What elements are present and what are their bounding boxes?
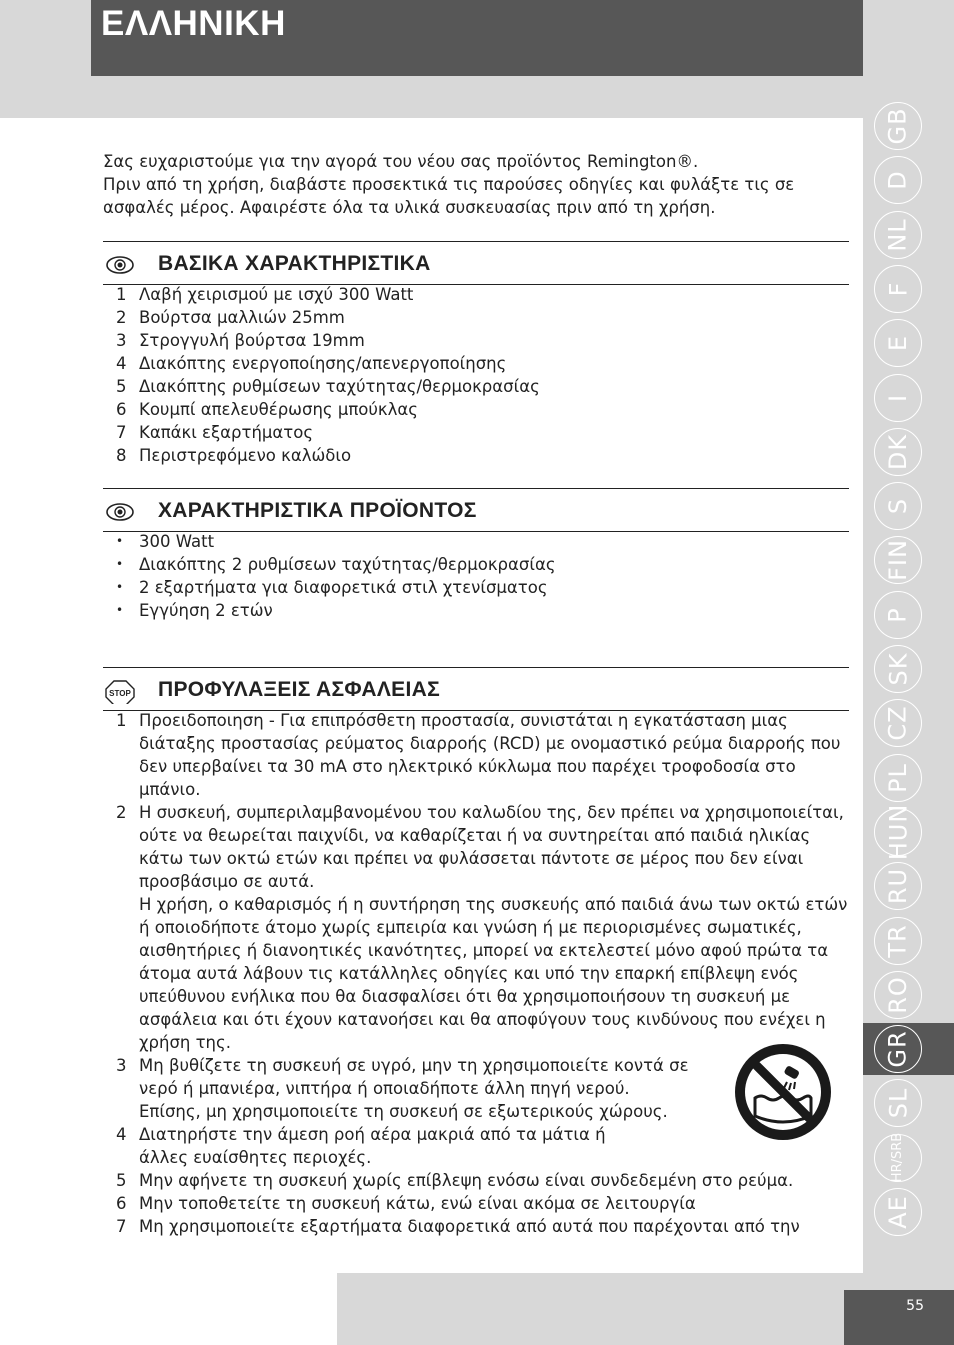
language-tab-label: HUN [884, 803, 913, 861]
language-tab-label: S [883, 497, 912, 515]
list-item-number: 1 [116, 285, 127, 304]
language-tab-fin[interactable] [863, 534, 954, 586]
list-item-text: Λαβή χειρισμού με ισχύ 300 Watt [139, 285, 414, 304]
language-tab-label: P [883, 606, 912, 623]
language-tab-hun[interactable] [863, 803, 954, 861]
language-tab-circle [874, 428, 922, 476]
section-title: ΒΑΣΙΚΑ ΧΑΡΑΚΤΗΡΙΣΤΙΚΑ [158, 252, 431, 275]
intro-line-1: Σας ευχαριστούμε για την αγορά του νέου σας προϊόντος Remington®. [103, 152, 699, 171]
list-item-text: Περιστρεφόμενο καλώδιο [139, 446, 352, 465]
language-tab-label: F [884, 281, 912, 297]
eye-icon [105, 501, 135, 523]
language-tab-pl[interactable] [863, 752, 954, 804]
section-header [103, 667, 849, 711]
section-title: ΠΡΟΦΥΛΑΞΕΙΣ ΑΣΦΑΛΕΙΑΣ [158, 678, 440, 701]
list-item [103, 1169, 849, 1192]
bullet-item: • 2 εξαρτήματα για διαφορετικά στιλ χτενίσματος [103, 576, 849, 599]
intro-line-2: Πριν από τη χρήση, διαβάστε προσεκτικά τις παρούσες οδηγίες και φυλάξτε τις σε ασφαλές μέρος. Αφαιρέστε όλα τα υλικά συσκευασίας πριν από τη χρήση. [103, 175, 795, 217]
language-tab-label: DK [884, 433, 912, 470]
language-tab-circle [874, 482, 922, 530]
list-item-text: Μην αφήνετε τη συσκευή χωρίς επίβλεψη ενόσω είναι συνδεδεμένη στο ρεύμα. [139, 1171, 794, 1190]
no-water-warning-icon [733, 1042, 833, 1142]
list-item-number: 6 [116, 1194, 127, 1213]
language-tab-label: I [883, 393, 912, 402]
list-item-text: Διακόπτης ενεργοποίησης/απενεργοποίησης [139, 354, 507, 373]
eye-icon [105, 254, 135, 276]
safety-list [103, 709, 849, 1238]
features-list [103, 283, 849, 467]
list-item-text: Μη βυθίζετε τη συσκευή σε υγρό, μην τη χρησιμοποιείτε κοντά σε νερό ή μπανιέρα, νιπτήρα ή οποιαδήποτε άλλη πηγή νερού. Επίσης, μη χρησιμοποιείτε τη συσκευή σε εξωτερικούς χώρους. [139, 1056, 689, 1121]
section-basic-features [103, 241, 849, 467]
language-tab-circle [874, 211, 922, 259]
section-safety [103, 667, 849, 1238]
language-tab-label: GR [884, 1030, 912, 1068]
page-number-box [844, 1290, 954, 1345]
language-tab-ro[interactable] [863, 969, 954, 1021]
section-product-features [103, 488, 849, 622]
language-tab-label: RO [883, 976, 912, 1014]
language-tab-nl[interactable] [863, 209, 954, 261]
language-tab-label: SL [883, 1088, 912, 1119]
list-item [103, 306, 849, 329]
language-tab-ru[interactable] [863, 860, 954, 912]
language-tab-label: FIN [884, 539, 912, 582]
language-tab-circle [874, 917, 922, 965]
language-tab-label: D [883, 170, 912, 191]
page-title: ΕΛΛΗΝΙΚΗ [101, 4, 286, 43]
language-tab-label: PL [884, 762, 912, 793]
language-tab-cz[interactable] [863, 697, 954, 749]
list-item-number: 3 [116, 331, 127, 350]
language-tab-label: RU [884, 868, 912, 905]
list-item-text: Η χρήση, ο καθαρισμός ή η συντήρηση της συσκευής από παιδιά άνω των οκτώ ετών ή οποιοδήποτε άτομο χωρίς εμπειρία και γνώση ή με περιορισμένες σωματικές, αισθητήριες ή διανοητικές ικανότητες, μπορεί να εκτελεστεί μόνο αφού πρώτα τα άτομα αυτά λάβουν τις κατάλληλες οδηγίες και υπό την επαρκή επίβλεψη ενός υπεύθυνου ενήλικα που θα διασφαλίσει ότι θα χρησιμοποιήσουν τη συσκευή με ασφάλεια και ότι έχουν κατανοήσει και θα αποφύγουν τους κινδύνους που ενέχει η χρήση της. [139, 895, 848, 1052]
language-tab-ae[interactable] [863, 1186, 954, 1238]
language-tab-circle [874, 699, 922, 747]
language-tab-circle [874, 265, 922, 313]
language-tab-gr[interactable] [863, 1023, 954, 1075]
product-features-list [103, 530, 849, 622]
language-tab-hr-srb[interactable] [863, 1132, 954, 1184]
list-item-number: 2 [116, 308, 127, 327]
list-item [103, 893, 849, 1054]
list-item-text: Μην τοποθετείτε τη συσκευή κάτω, ενώ είναι ακόμα σε λειτουργία [139, 1194, 696, 1213]
language-tab-i[interactable] [863, 372, 954, 424]
list-item [103, 352, 849, 375]
bullet-item: • 300 Watt [103, 530, 849, 553]
language-tab-s[interactable] [863, 480, 954, 532]
language-tab-circle [874, 1134, 922, 1182]
language-tab-p[interactable] [863, 589, 954, 641]
intro-text [103, 150, 851, 219]
language-tab-f[interactable] [863, 263, 954, 315]
list-item-number: 5 [116, 1171, 127, 1190]
list-item-number: 3 [116, 1056, 127, 1075]
language-tab-dk[interactable] [863, 426, 954, 478]
bullet-item: • Διακόπτης 2 ρυθμίσεων ταχύτητας/θερμοκρασίας [103, 553, 849, 576]
language-tab-circle [874, 1188, 922, 1236]
language-tab-circle [874, 374, 922, 422]
list-item-text: Διακόπτης ρυθμίσεων ταχύτητας/θερμοκρασίας [139, 377, 540, 396]
language-tab-d[interactable] [863, 154, 954, 206]
list-item-text: Η συσκευή, συμπεριλαμβανομένου του καλωδίου της, δεν πρέπει να χρησιμοποιείται, ούτε να θεωρείται παιχνίδι, να καθαρίζεται ή να συντηρείται από παιδιά ηλικίας κάτω των οκτώ ετών και πρέπει να φυλάσσεται πάντοτε σε μέρος που δεν είναι προσβάσιμο σε αυτά. [139, 803, 844, 891]
language-tab-circle [874, 862, 922, 910]
list-item-text: Μη χρησιμοποιείτε εξαρτήματα διαφορετικά από αυτά που παρέχονται από την [139, 1217, 800, 1236]
language-tab-circle [874, 971, 922, 1019]
list-item-number: 8 [116, 446, 127, 465]
language-tab-circle [874, 591, 922, 639]
list-item [103, 444, 849, 467]
language-tab-circle [874, 1079, 922, 1127]
language-tab-gb[interactable] [863, 100, 954, 152]
language-tab-label: HR/SRB [890, 1132, 906, 1183]
page-number: 55 [906, 1298, 924, 1314]
language-tab-circle [874, 754, 922, 802]
list-item [103, 398, 849, 421]
list-item-text: Διατηρήστε την άμεση ροή αέρα μακριά από τα μάτια ή άλλες ευαίσθητες περιοχές. [139, 1125, 606, 1167]
list-item-number: 6 [116, 400, 127, 419]
language-tab-label: AE [884, 1195, 912, 1229]
list-item-text: Στρογγυλή βούρτσα 19mm [139, 331, 365, 350]
list-item [103, 1192, 849, 1215]
list-item-number: 1 [116, 711, 127, 730]
list-item-number: 2 [116, 803, 127, 822]
language-tab-label: CZ [883, 705, 912, 741]
list-item-number: 4 [116, 354, 127, 373]
language-tab-sk[interactable] [863, 643, 954, 695]
page-header [91, 0, 863, 76]
list-item-text: Προειδοποιηση - Για επιπρόσθετη προστασία, συνιστάται η εγκατάσταση μιας διάταξης προστασίας ρεύματος διαρροής (RCD) με ονομαστικό ρεύμα διαρροής που δεν υπερβαίνει τα 30 mA στο ηλεκτρικό κύκλωμα που παρέχει τροφοδοσία στο μπάνιο. [139, 711, 841, 799]
stop-icon [105, 678, 135, 704]
language-tab-sl[interactable] [863, 1077, 954, 1129]
list-item-number: 4 [116, 1125, 127, 1144]
section-header [103, 241, 849, 285]
section-header [103, 488, 849, 532]
list-item [103, 283, 849, 306]
language-tab-circle [874, 803, 922, 861]
list-item [103, 709, 849, 801]
list-item-text: Καπάκι εξαρτήματος [139, 423, 314, 442]
language-tab-circle [874, 102, 922, 150]
list-item-number: 5 [116, 377, 127, 396]
section-title: ΧΑΡΑΚΤΗΡΙΣΤΙΚΑ ΠΡΟΪΟΝΤΟΣ [158, 499, 477, 522]
language-tab-circle [874, 536, 922, 584]
language-tab-e[interactable] [863, 317, 954, 369]
list-item [103, 421, 849, 444]
language-tab-label: TR [884, 923, 912, 958]
language-tab-circle [874, 1025, 922, 1073]
list-item-text: Κουμπί απελευθέρωσης μπούκλας [139, 400, 418, 419]
list-item-number: 7 [116, 423, 127, 442]
list-item [103, 1215, 849, 1238]
bullet-item: • Εγγύηση 2 ετών [103, 599, 849, 622]
language-tab-circle [874, 645, 922, 693]
list-item [103, 329, 849, 352]
list-item-number: 7 [116, 1217, 127, 1236]
language-tab-circle [874, 156, 922, 204]
list-item-text: Βούρτσα μαλλιών 25mm [139, 308, 345, 327]
language-tab-label: SK [883, 652, 912, 686]
list-item [103, 801, 849, 893]
language-tab-tr[interactable] [863, 915, 954, 967]
svg-text:STOP: STOP [109, 689, 131, 698]
language-tab-label: GB [884, 107, 912, 145]
language-tab-circle [874, 319, 922, 367]
language-tab-label: NL [883, 217, 912, 252]
language-tab-label: E [883, 335, 912, 352]
list-item [103, 375, 849, 398]
